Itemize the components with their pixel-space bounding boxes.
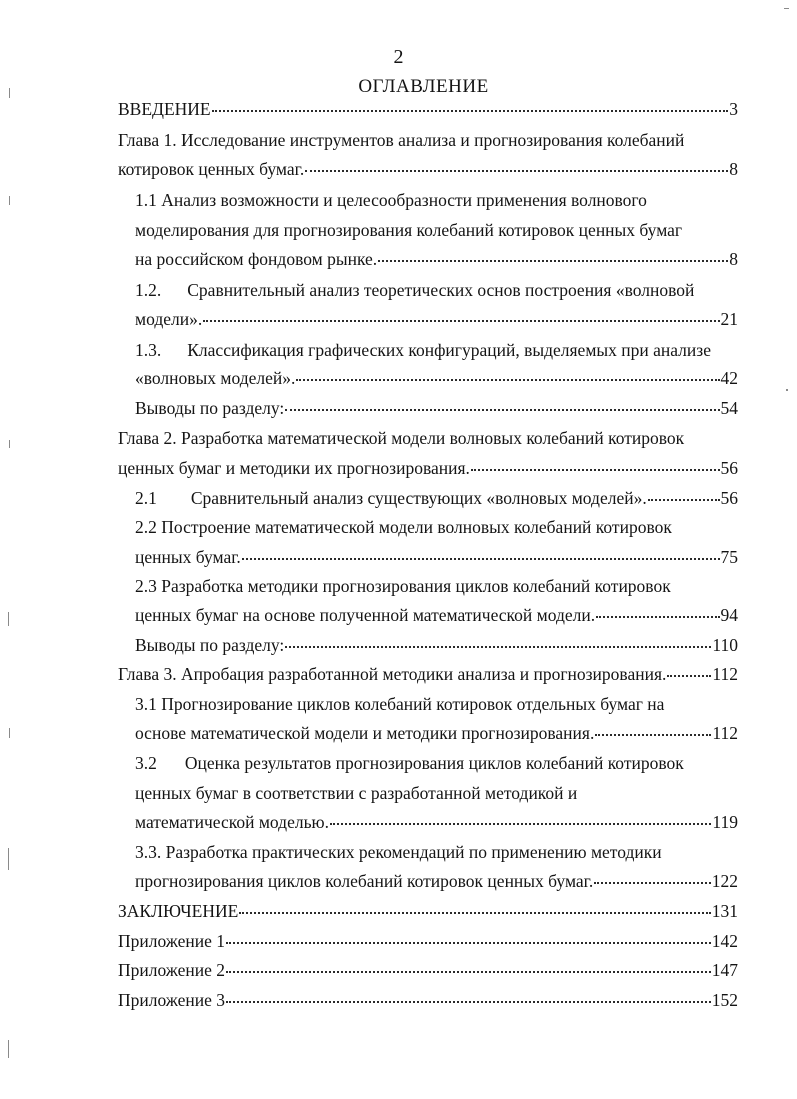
toc-entry-s2-2[interactable] (135, 545, 738, 569)
scan-artifact (786, 389, 788, 391)
toc-entry-ch2-line1: Глава 2. Разработка математической модели волновых колебаний котировок (118, 428, 685, 448)
toc-page-number: 56 (720, 458, 738, 478)
scan-artifact (8, 848, 9, 870)
toc-page-number: 147 (711, 960, 738, 980)
toc-entry-s2-1[interactable] (135, 486, 738, 510)
toc-entry-text: Выводы по разделу: (135, 635, 285, 655)
toc-entry-s2-2-line1: 2.2 Построение математической модели волновых колебаний котировок (135, 517, 672, 537)
toc-page-number: 152 (711, 990, 738, 1010)
toc-entry-text: ЗАКЛЮЧЕНИЕ (118, 901, 239, 921)
dot-leader (285, 646, 711, 648)
dot-leader (595, 734, 711, 736)
dot-leader (378, 260, 728, 262)
section-number: 1.2. (135, 280, 162, 300)
toc-page-number: 110 (712, 635, 738, 655)
toc-entry-appendix-1[interactable] (118, 929, 738, 953)
dot-leader (296, 379, 719, 381)
toc-entry-s3-1[interactable] (135, 721, 738, 745)
toc-entry-s3-1-line1: 3.1 Прогнозирование циклов колебаний котировок отдельных бумаг на (135, 694, 665, 714)
toc-entry-text: «волновых моделей». (135, 368, 296, 388)
toc-page-number: 56 (720, 488, 738, 508)
dot-leader (226, 1001, 711, 1003)
scan-artifact (9, 88, 10, 98)
toc-page-number: 75 (720, 547, 738, 567)
section-number: 2.1 (135, 488, 157, 508)
section-title: Классификация графических конфигураций, выделяемых при анализе (187, 340, 711, 360)
toc-entry-text: Приложение 2 (118, 960, 226, 980)
scan-artifact (8, 1040, 9, 1058)
dot-leader (203, 320, 719, 322)
toc-entry-appendix-3[interactable] (118, 988, 738, 1012)
toc-page-number: 112 (712, 723, 738, 743)
toc-page-number: 112 (712, 664, 738, 684)
scan-artifact (784, 8, 789, 9)
toc-entry-ch3[interactable] (118, 662, 738, 686)
toc-title: ОГЛАВЛЕНИЕ (358, 76, 489, 97)
toc-page-number: 3 (729, 99, 738, 119)
toc-page-number: 8 (729, 159, 738, 179)
dot-leader (242, 558, 720, 560)
scan-artifact (8, 612, 9, 626)
toc-page-number: 54 (720, 398, 738, 418)
toc-entry-s2-3[interactable] (135, 603, 738, 627)
dot-leader (330, 823, 711, 825)
toc-entry-s1-2[interactable] (135, 307, 738, 331)
section-title: Сравнительный анализ существующих «волновых моделей». (190, 488, 647, 508)
toc-entry-s1-1-line2: моделирования для прогнозирования колебаний котировок ценных бумаг (135, 220, 683, 240)
toc-entry-text: ценных бумаг и методики их прогнозирования. (118, 458, 470, 478)
toc-entry-conclusions-1[interactable] (135, 396, 738, 420)
toc-entry-s3-3-line1: 3.3. Разработка практических рекомендаций по применению методики (135, 842, 662, 862)
toc-entry-text (135, 486, 647, 510)
toc-entry-text: прогнозирования циклов колебаний котировок ценных бумаг. (135, 871, 594, 891)
toc-entry-s3-2-line1 (135, 751, 684, 775)
dot-leader (648, 499, 720, 501)
toc-page-number: 142 (711, 931, 738, 951)
toc-page-number: 8 (729, 249, 738, 269)
dot-leader (594, 882, 711, 884)
toc-entry-text: Выводы по разделу: (135, 398, 285, 418)
toc-entry-text: Приложение 3 (118, 990, 226, 1010)
toc-page-number: 131 (711, 901, 738, 921)
section-title: Оценка результатов прогнозирования циклов колебаний котировок (184, 753, 684, 773)
toc-entry-text: Глава 3. Апробация разработанной методики анализа и прогнозирования. (118, 664, 667, 684)
page-number: 2 (393, 46, 404, 68)
toc-entry-text: на российском фондовом рынке. (135, 249, 378, 269)
toc-entry-ch1-line1: Глава 1. Исследование инструментов анализа и прогнозирования колебаний (118, 130, 685, 150)
toc-entry-s1-2-line1 (135, 278, 694, 302)
toc-entry-ch2[interactable] (118, 456, 738, 480)
toc-entry-ch1[interactable] (118, 157, 738, 181)
toc-entry-intro[interactable] (118, 97, 738, 121)
toc-entry-s3-2[interactable] (135, 810, 738, 834)
toc-entry-conclusion[interactable] (118, 899, 738, 923)
toc-page-number: 122 (711, 871, 738, 891)
dot-leader (285, 409, 719, 411)
dot-leader (305, 170, 728, 172)
toc-entry-text: модели». (135, 309, 203, 329)
toc-entry-s1-1-line1: 1.1 Анализ возможности и целесообразности применения волнового (135, 190, 647, 210)
section-number: 1.3. (135, 340, 162, 360)
dot-leader (596, 616, 719, 618)
scan-artifact (9, 440, 10, 448)
dot-leader (239, 912, 710, 914)
toc-entry-appendix-2[interactable] (118, 958, 738, 982)
scan-artifact (9, 728, 10, 738)
toc-entry-s1-3-line1 (135, 338, 711, 362)
scan-artifact (9, 196, 10, 205)
section-title: Сравнительный анализ теоретических основ построения «волновой (187, 280, 695, 300)
toc-entry-text: ценных бумаг на основе полученной математической модели. (135, 605, 596, 625)
toc-entry-text: котировок ценных бумаг. (118, 159, 305, 179)
toc-entry-conclusions-2[interactable] (135, 633, 738, 657)
toc-entry-s1-1[interactable] (135, 247, 738, 271)
toc-page-number: 42 (720, 368, 738, 388)
toc-entry-s3-3[interactable] (135, 869, 738, 893)
toc-entry-text: математической моделью. (135, 812, 329, 832)
toc-entry-text: основе математической модели и методики прогнозирования. (135, 723, 595, 743)
toc-page-number: 21 (720, 309, 738, 329)
section-number: 3.2 (135, 753, 157, 773)
dot-leader (667, 675, 711, 677)
dot-leader (471, 469, 720, 471)
toc-entry-text: ВВЕДЕНИЕ (118, 99, 211, 119)
dot-leader (212, 110, 729, 112)
dot-leader (226, 942, 711, 944)
toc-page-number: 94 (720, 605, 738, 625)
toc-entry-text: Приложение 1 (118, 931, 226, 951)
toc-entry-text: ценных бумаг. (135, 547, 241, 567)
dot-leader (226, 971, 711, 973)
toc-page-number: 119 (712, 812, 738, 832)
toc-entry-s3-2-line2: ценных бумаг в соответствии с разработанной методикой и (135, 783, 578, 803)
toc-entry-s1-3[interactable] (135, 366, 738, 390)
toc-entry-s2-3-line1: 2.3 Разработка методики прогнозирования циклов колебаний котировок (135, 576, 671, 596)
